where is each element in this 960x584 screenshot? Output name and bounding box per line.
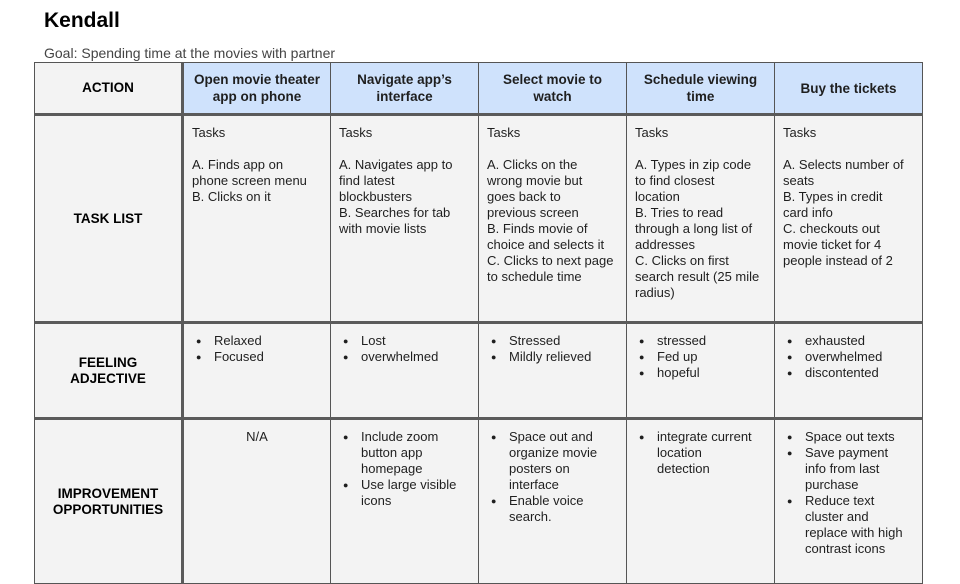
task-line: radius)	[635, 285, 675, 300]
persona-name: Kendall	[44, 9, 120, 32]
bullet-line: ● Space out texts	[805, 429, 895, 444]
task-line: blockbusters	[339, 189, 412, 204]
bullet-line: ● exhausted	[805, 333, 865, 348]
task-line: to schedule time	[487, 269, 582, 284]
task-line: B. Finds movie of	[487, 221, 588, 236]
bullet-line: purchase	[805, 477, 859, 492]
bullet-line: detection	[657, 461, 710, 476]
bullet-item	[783, 445, 914, 493]
bullet-line: ● integrate current	[657, 429, 752, 444]
bullet-item	[635, 429, 766, 477]
bullet-line: ● stressed	[657, 333, 707, 348]
bullet-line: ● Use large visible	[361, 477, 457, 492]
bullet-item	[192, 333, 322, 349]
stage-action	[775, 63, 923, 115]
bullet-item	[783, 333, 914, 349]
task-line: B. Tries to read	[635, 205, 724, 220]
bullet-line: ● Mildly relieved	[509, 349, 592, 364]
bullet-list	[635, 429, 766, 477]
task-cell	[775, 115, 923, 323]
tasks-heading: Tasks	[192, 125, 226, 140]
bullet-item	[783, 429, 914, 445]
task-line: seats	[783, 173, 815, 188]
stage-action	[331, 63, 479, 115]
header-line: IMPROVEMENT	[57, 485, 159, 501]
feeling-cell	[775, 323, 923, 419]
task-line: A. Finds app on	[192, 157, 284, 172]
bullet-line: ● overwhelmed	[805, 349, 883, 364]
bullet-item	[339, 333, 470, 349]
task-line: choice and selects it	[487, 237, 605, 252]
bullet-line: replace with high	[805, 525, 903, 540]
improvement-cell	[479, 419, 627, 584]
task-list-row	[35, 115, 923, 323]
task-line: C. Clicks to next page	[487, 253, 614, 268]
task-line: C. checkouts out	[783, 221, 880, 236]
tasks-heading: Tasks	[487, 125, 521, 140]
bullet-list	[339, 333, 470, 365]
bullet-line: ● Fed up	[657, 349, 698, 364]
bullet-line: icons	[361, 493, 392, 508]
bullet-line: ● discontented	[805, 365, 879, 380]
bullet-line: ● Space out and	[509, 429, 593, 444]
tasks-heading: Tasks	[339, 125, 373, 140]
header-line: interface	[376, 89, 433, 104]
task-line: to find closest	[635, 173, 715, 188]
bullet-line: ● Stressed	[509, 333, 561, 348]
task-cell	[183, 115, 331, 323]
stage-action	[479, 63, 627, 115]
task-line: previous screen	[487, 205, 579, 220]
task-cell	[479, 115, 627, 323]
bullet-item	[192, 349, 322, 365]
bullet-line: info from last	[805, 461, 880, 476]
improvement-cell	[331, 419, 479, 584]
row-header-action: ACTION	[35, 63, 183, 115]
feeling-cell	[331, 323, 479, 419]
task-line: phone screen menu	[192, 173, 307, 188]
task-line: B. Clicks on it	[192, 189, 271, 204]
header-line: Select movie to	[502, 72, 603, 87]
bullet-item	[635, 333, 766, 349]
bullet-line: posters on	[509, 461, 570, 476]
stage-action	[627, 63, 775, 115]
row-header-feeling	[35, 323, 183, 419]
bullet-list	[487, 333, 618, 365]
task-line: with movie lists	[339, 221, 427, 236]
journey-goal: Goal: Spending time at the movies with partner	[44, 45, 336, 61]
task-cell	[331, 115, 479, 323]
row-header-task-list	[35, 115, 183, 323]
task-line: location	[635, 189, 680, 204]
improvement-cell	[183, 419, 331, 584]
task-line: wrong movie but	[487, 173, 583, 188]
action-row	[35, 63, 923, 115]
tasks-heading: Tasks	[783, 125, 817, 140]
bullet-item	[783, 365, 914, 381]
task-line: B. Searches for tab	[339, 205, 451, 220]
row-header-improvement	[35, 419, 183, 584]
bullet-list	[635, 333, 766, 381]
task-line: goes back to	[487, 189, 561, 204]
task-cell	[627, 115, 775, 323]
header-line: watch	[533, 89, 572, 104]
bullet-item	[339, 349, 470, 365]
task-line: A. Types in zip code	[635, 157, 752, 172]
task-line: find latest	[339, 173, 395, 188]
bullet-line: button app	[361, 445, 423, 460]
bullet-line: cluster and	[805, 509, 869, 524]
task-line: C. Clicks on first	[635, 253, 729, 268]
task-line: through a long list of	[635, 221, 753, 236]
bullet-line: ● Enable voice	[509, 493, 584, 508]
bullet-list	[339, 429, 470, 509]
task-line: search result (25 mile	[635, 269, 760, 284]
bullet-item	[339, 429, 470, 477]
bullet-line: contrast icons	[805, 541, 886, 556]
bullet-line: ● overwhelmed	[361, 349, 439, 364]
feeling-cell	[183, 323, 331, 419]
bullet-list	[487, 429, 618, 525]
bullet-line: ● Focused	[214, 349, 264, 364]
bullet-list	[192, 333, 322, 365]
bullet-line: ● Lost	[361, 333, 386, 348]
bullet-item	[487, 349, 618, 365]
bullet-line: interface	[509, 477, 559, 492]
task-line: A. Selects number of	[783, 157, 904, 172]
task-line: movie ticket for 4	[783, 237, 882, 252]
bullet-item	[635, 365, 766, 381]
bullet-line: homepage	[361, 461, 423, 476]
bullet-item	[487, 333, 618, 349]
bullet-line: ● Include zoom	[361, 429, 439, 444]
feeling-cell	[627, 323, 775, 419]
bullet-line: ● hopeful	[657, 365, 700, 380]
header-line: Schedule viewing	[643, 72, 758, 87]
bullet-list	[783, 333, 914, 381]
feeling-row	[35, 323, 923, 419]
header-line: time	[686, 89, 715, 104]
header-line: FEELING	[78, 354, 138, 370]
tasks-heading: Tasks	[635, 125, 669, 140]
header-line: OPPORTUNITIES	[52, 501, 164, 517]
bullet-line: ● Reduce text	[805, 493, 875, 508]
bullet-line: location	[657, 445, 702, 460]
header-line: Buy the tickets	[800, 80, 897, 96]
bullet-item	[339, 477, 470, 509]
bullet-line: search.	[509, 509, 552, 524]
bullet-item	[783, 349, 914, 365]
bullet-line: organize movie	[509, 445, 598, 460]
header-line: Navigate app’s	[357, 72, 452, 87]
bullet-list	[783, 429, 914, 557]
task-line: addresses	[635, 237, 695, 252]
task-line: A. Navigates app to	[339, 157, 453, 172]
improvement-na: N/A	[246, 429, 268, 444]
task-line: B. Types in credit	[783, 189, 883, 204]
task-line: people instead of 2	[783, 253, 893, 268]
journey-map-table	[34, 62, 923, 584]
improvement-row	[35, 419, 923, 584]
bullet-line: ● Save payment	[805, 445, 889, 460]
stage-action	[183, 63, 331, 115]
task-line: A. Clicks on the	[487, 157, 578, 172]
bullet-item	[783, 493, 914, 557]
task-line: card info	[783, 205, 833, 220]
header-line: app on phone	[212, 89, 302, 104]
bullet-item	[487, 429, 618, 493]
feeling-cell	[479, 323, 627, 419]
bullet-item	[487, 493, 618, 525]
header-line: ADJECTIVE	[70, 370, 146, 386]
improvement-cell	[627, 419, 775, 584]
improvement-cell	[775, 419, 923, 584]
header-line: Open movie theater	[193, 72, 321, 87]
bullet-item	[635, 349, 766, 365]
bullet-line: ● Relaxed	[214, 333, 262, 348]
header-line: TASK LIST	[73, 210, 143, 226]
